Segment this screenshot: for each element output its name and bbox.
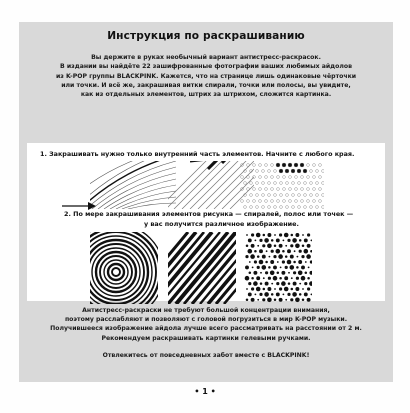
pattern-dot xyxy=(295,233,299,237)
pattern-dot xyxy=(310,206,313,209)
pattern-dot xyxy=(292,238,297,243)
outro-line: Получившееся изображение айдола лучше всего рассматривать на расстоянии от 2 м. xyxy=(50,325,362,333)
intro-line: Вы держите в руках необычный вариант антистресс-раскрасок. xyxy=(91,54,321,61)
pattern-dot xyxy=(286,206,289,209)
pattern-dot xyxy=(271,188,274,191)
pattern-dot xyxy=(288,163,292,167)
pattern-dot xyxy=(263,288,266,291)
outro-line: Антистресс-раскраски не требуют большой концентрации внимания, xyxy=(82,307,330,314)
pattern-dot xyxy=(256,287,261,292)
pattern-dot xyxy=(252,267,254,269)
pattern-dot xyxy=(279,287,282,290)
pattern-dot xyxy=(273,265,277,269)
pattern-dot xyxy=(271,200,274,203)
pattern-dot xyxy=(307,176,310,179)
pattern-dot xyxy=(299,250,302,253)
pattern-dot xyxy=(290,244,293,247)
pattern-dot xyxy=(316,170,319,173)
pattern-dot xyxy=(303,169,307,173)
pattern-dot xyxy=(259,293,262,296)
pattern-dot xyxy=(283,240,285,242)
pattern-dot xyxy=(259,188,262,191)
pattern-dot xyxy=(241,200,244,203)
intro-line: или точки. И всё же, закрашивая витки спирали, точки или полосы, вы увидите, xyxy=(61,81,351,89)
pattern-dot xyxy=(265,164,268,167)
pattern-dot xyxy=(277,176,280,179)
pattern-dot xyxy=(304,238,308,242)
pattern-dot xyxy=(310,260,312,263)
pattern-dot xyxy=(268,277,271,280)
pattern-dot xyxy=(280,206,283,209)
pattern-dot xyxy=(301,176,304,179)
pattern-dot xyxy=(294,163,298,167)
intro-line: как из отдельных элементов, штрих за штрихом, сложится картинка. xyxy=(80,91,332,99)
pattern-dot xyxy=(283,200,286,203)
pattern-dot xyxy=(262,182,265,185)
pattern-dot xyxy=(322,182,324,185)
pattern-dot xyxy=(244,206,247,209)
pattern-dot xyxy=(263,234,266,237)
pattern-dot xyxy=(257,299,259,301)
pattern-dot xyxy=(285,299,287,301)
pattern-dot xyxy=(288,282,291,285)
pattern-dot xyxy=(298,260,302,264)
pattern-dot xyxy=(274,194,277,197)
pattern-dot xyxy=(267,244,272,249)
pattern-dot xyxy=(265,188,268,191)
pattern-dot xyxy=(249,272,252,275)
step-2-text-line-2: у вас получится различное изображение. xyxy=(144,220,299,228)
pattern-dot xyxy=(251,287,254,290)
pattern-dot xyxy=(309,281,312,286)
pattern-dot xyxy=(306,254,311,259)
pattern-dot xyxy=(283,176,286,179)
pattern-dot xyxy=(298,182,301,185)
pattern-dot xyxy=(307,277,310,280)
pattern-dot xyxy=(245,265,249,269)
pattern-dot xyxy=(271,283,273,285)
pattern-dot xyxy=(256,182,259,185)
title-bar xyxy=(19,22,393,50)
pattern-dot xyxy=(297,256,299,258)
pattern-dot xyxy=(246,288,248,290)
pattern-dot xyxy=(289,176,292,179)
pattern-dot xyxy=(262,255,266,259)
pattern-dot xyxy=(264,292,269,297)
pattern-dot xyxy=(256,194,259,197)
pattern-dot xyxy=(254,250,257,253)
spiral-ring xyxy=(96,252,136,292)
pattern-dot xyxy=(276,282,279,285)
pattern-dot xyxy=(299,283,301,285)
pattern-dot xyxy=(251,244,255,248)
pattern-dot xyxy=(298,271,303,276)
pattern-dot xyxy=(249,261,251,263)
pattern-dot xyxy=(263,277,265,279)
pattern-dot xyxy=(307,200,310,203)
pattern-dot xyxy=(253,164,256,167)
pattern-dot xyxy=(304,292,308,296)
pattern-dot xyxy=(298,194,301,197)
pattern-dot xyxy=(270,271,275,276)
pattern-dot xyxy=(274,206,277,209)
pattern-dot xyxy=(267,287,271,291)
pattern-dot xyxy=(292,206,295,209)
pattern-dot xyxy=(295,200,298,203)
pattern-dot xyxy=(256,233,261,238)
pattern-dot xyxy=(246,234,248,236)
pattern-dot xyxy=(267,298,272,303)
pattern-dot xyxy=(265,176,268,179)
pattern-dot xyxy=(259,260,264,265)
pattern-dot xyxy=(292,292,297,297)
pattern-dot xyxy=(298,206,301,209)
pattern-dot xyxy=(262,244,265,247)
pattern-dot xyxy=(274,245,277,248)
pattern-dot xyxy=(281,281,286,286)
pattern-dot xyxy=(302,234,304,236)
pattern-dot xyxy=(285,169,289,173)
pattern-dot xyxy=(282,260,285,263)
pattern-dot xyxy=(278,254,283,259)
pattern-dot xyxy=(310,170,313,173)
pattern-dot xyxy=(279,277,282,280)
pattern-dot xyxy=(281,271,285,275)
pattern-dot xyxy=(316,206,319,209)
pattern-dot xyxy=(265,271,268,274)
pattern-dot xyxy=(255,294,257,296)
pattern-dot xyxy=(289,188,292,191)
pattern-dot xyxy=(265,200,268,203)
pattern-dot xyxy=(293,271,296,274)
pattern-dot xyxy=(292,194,295,197)
pattern-dot xyxy=(254,260,257,263)
pattern-dot xyxy=(259,249,263,253)
outro-line: поэтому расслабляют и позволяют с головой погрузиться в мир K-POP музыки. xyxy=(64,316,348,324)
pattern-dot xyxy=(295,188,298,191)
pattern-dot xyxy=(262,265,267,270)
pattern-dot xyxy=(248,249,253,254)
pattern-dot xyxy=(285,255,288,258)
pattern-dot xyxy=(245,276,250,281)
pattern-dot xyxy=(266,250,268,252)
pattern-dot xyxy=(274,288,276,290)
pattern-dot xyxy=(251,298,255,302)
pattern-dot xyxy=(245,255,248,258)
pattern-dot xyxy=(276,163,280,167)
pattern-dot xyxy=(290,265,295,270)
pattern-dot xyxy=(279,233,282,236)
pattern-dot xyxy=(241,188,244,191)
pattern-dot xyxy=(268,206,271,209)
pattern-dot xyxy=(250,254,255,259)
pattern-dot xyxy=(256,206,259,209)
pattern-dot xyxy=(299,293,302,296)
pattern-dot xyxy=(262,170,265,173)
pattern-dot xyxy=(301,255,304,258)
pattern-dot xyxy=(251,277,254,280)
pattern-dot xyxy=(322,170,324,173)
pattern-dot xyxy=(284,233,289,238)
pattern-dot xyxy=(274,234,276,236)
pattern-dot xyxy=(250,182,253,185)
pattern-dot xyxy=(248,238,252,242)
pattern-dot xyxy=(246,299,249,302)
pattern-dot xyxy=(302,245,305,248)
pattern-dot xyxy=(276,238,280,242)
pattern-dot xyxy=(265,261,268,264)
pattern-dot xyxy=(253,176,256,179)
intro-line: В издании вы найдёте 22 зашифрованные фотографии ваших любимых айдолов xyxy=(60,63,352,71)
pattern-dot xyxy=(300,163,304,167)
pattern-dot xyxy=(319,176,322,179)
pattern-dot xyxy=(273,276,278,281)
dot-sample-small xyxy=(238,161,324,209)
pattern-dot xyxy=(310,182,313,185)
pattern-dot xyxy=(285,266,288,269)
pattern-dot xyxy=(257,245,259,247)
pattern-dot xyxy=(277,188,280,191)
pattern-dot xyxy=(316,182,319,185)
pattern-dot xyxy=(259,239,262,242)
pattern-dot xyxy=(287,249,291,253)
pattern-dot xyxy=(293,261,296,264)
pattern-dot xyxy=(251,233,254,236)
pattern-dot xyxy=(246,245,249,248)
pattern-dot xyxy=(277,200,280,203)
pattern-dot xyxy=(271,293,274,296)
pattern-dot xyxy=(279,298,283,302)
pattern-dot xyxy=(307,298,311,302)
pattern-dot xyxy=(291,277,293,279)
outro-line: Рекомендуем раскрашивать картинки гелевыми ручками. xyxy=(101,334,311,342)
pattern-dot xyxy=(241,164,244,167)
pattern-dot xyxy=(319,188,322,191)
pattern-dot xyxy=(271,164,274,167)
pattern-dot xyxy=(290,255,294,259)
pattern-dot xyxy=(305,272,308,275)
pattern-dot xyxy=(295,287,299,291)
pattern-dot xyxy=(301,276,306,281)
spiral-sample-large xyxy=(90,232,158,304)
pattern-dot xyxy=(247,188,250,191)
pattern-dot xyxy=(268,266,271,269)
pattern-dot xyxy=(311,294,313,296)
pattern-dot xyxy=(299,239,302,242)
pattern-dot xyxy=(284,276,288,280)
pattern-dot xyxy=(262,298,265,301)
pattern-dot xyxy=(288,272,290,274)
pattern-dot xyxy=(304,194,307,197)
pattern-dot xyxy=(279,169,283,173)
pattern-dot xyxy=(248,292,252,296)
pattern-dot xyxy=(307,164,310,167)
pattern-dot xyxy=(313,164,316,167)
pattern-dot xyxy=(253,281,258,286)
pattern-dot xyxy=(284,287,289,292)
pattern-dot xyxy=(274,170,277,173)
pattern-dot xyxy=(256,170,259,173)
spiral-sample-small xyxy=(90,161,176,209)
pattern-dot xyxy=(255,240,257,242)
pattern-dot xyxy=(259,176,262,179)
pattern-dot xyxy=(250,170,253,173)
pattern-dot xyxy=(276,292,280,296)
pattern-dot xyxy=(295,244,300,249)
pattern-dot xyxy=(304,282,307,285)
pattern-dot xyxy=(291,234,294,237)
pattern-dot xyxy=(322,206,324,209)
pattern-dot xyxy=(291,169,295,173)
pattern-dot xyxy=(257,255,260,258)
intro-line: из K-POP группы BLACKPINK. Кажется, что на странице лишь одинаковые чёрточки xyxy=(55,72,357,80)
pattern-dot xyxy=(283,294,285,296)
pattern-dot xyxy=(248,282,251,285)
pattern-dot xyxy=(247,164,250,167)
pattern-dot xyxy=(262,206,265,209)
pattern-dot xyxy=(259,200,262,203)
pattern-dot xyxy=(267,233,271,237)
pattern-dot xyxy=(301,200,304,203)
stripe-sample-large xyxy=(168,232,236,304)
pattern-dot xyxy=(296,266,299,269)
pattern-dot xyxy=(286,182,289,185)
pattern-dot xyxy=(253,271,257,275)
pattern-dot xyxy=(310,194,313,197)
pattern-dot xyxy=(304,249,309,254)
pattern-dot xyxy=(316,194,319,197)
pattern-dot xyxy=(268,170,271,173)
pattern-dot xyxy=(256,276,260,280)
pattern-dot xyxy=(277,272,280,275)
pattern-dot xyxy=(274,299,277,302)
pattern-dot xyxy=(291,288,294,291)
pattern-dot xyxy=(295,298,300,303)
pattern-dot xyxy=(290,298,293,301)
dot-sample-large xyxy=(244,232,312,304)
pattern-dot xyxy=(283,188,286,191)
pattern-dot xyxy=(244,194,247,197)
spiral-ring xyxy=(112,268,120,276)
pattern-dot xyxy=(287,293,290,296)
pattern-dot xyxy=(289,200,292,203)
pattern-dot xyxy=(259,164,262,167)
pattern-dot xyxy=(250,194,253,197)
spiral-ring xyxy=(100,256,132,288)
pattern-dot xyxy=(305,261,307,263)
pattern-dot xyxy=(280,267,282,269)
step-2-text-line-1: 2. По мере закрашивания элементов рисунка — спиралей, полос или точек — xyxy=(64,210,354,218)
pattern-dot xyxy=(277,261,279,263)
pattern-dot xyxy=(296,277,299,280)
pattern-dot xyxy=(285,245,287,247)
pattern-dot xyxy=(270,260,274,264)
pattern-dot xyxy=(262,194,265,197)
pattern-dot xyxy=(257,266,260,269)
pattern-dot xyxy=(276,249,281,254)
pattern-dot xyxy=(322,194,324,197)
pattern-dot xyxy=(280,182,283,185)
pattern-dot xyxy=(292,182,295,185)
pattern-dot xyxy=(286,194,289,197)
signoff-line: Отвлекитесь от повседневных забот вместе с BLACKPINK! xyxy=(102,351,310,359)
pattern-dot xyxy=(260,272,262,274)
page-title: Инструкция по раскрашиванию xyxy=(107,30,305,42)
pattern-dot xyxy=(265,282,269,286)
pattern-dot xyxy=(247,176,250,179)
pattern-dot xyxy=(307,244,311,248)
pattern-dot xyxy=(282,250,285,253)
pattern-dot xyxy=(313,200,316,203)
pattern-dot xyxy=(293,282,297,286)
pattern-dot xyxy=(273,255,276,258)
pattern-dot xyxy=(301,188,304,191)
pattern-dot xyxy=(287,239,290,242)
pattern-dot xyxy=(302,299,305,302)
pattern-dot xyxy=(244,182,247,185)
pattern-dot xyxy=(279,244,283,248)
pattern-dot xyxy=(310,250,312,253)
page-number: • 1 • xyxy=(194,387,216,396)
pattern-dot xyxy=(319,164,322,167)
spiral-ring xyxy=(108,264,124,280)
pattern-dot xyxy=(313,188,316,191)
pattern-dot xyxy=(280,194,283,197)
pattern-dot xyxy=(241,176,244,179)
pattern-dot xyxy=(244,170,247,173)
pattern-dot xyxy=(297,169,301,173)
pattern-dot xyxy=(282,163,286,167)
pattern-dot xyxy=(302,288,304,290)
pattern-dot xyxy=(271,239,274,242)
pattern-dot xyxy=(307,287,310,290)
pattern-dot xyxy=(295,176,298,179)
pattern-dot xyxy=(301,265,305,269)
pattern-dot xyxy=(287,260,292,265)
pattern-dot xyxy=(304,206,307,209)
pattern-dot xyxy=(307,233,310,236)
step-1-text: 1. Закрашивать нужно только внутренний часть элементов. Начните с любого края. xyxy=(40,150,355,158)
pattern-dot xyxy=(304,182,307,185)
pattern-dot xyxy=(311,240,313,242)
pattern-dot xyxy=(309,271,312,275)
pattern-dot xyxy=(268,182,271,185)
pattern-dot xyxy=(307,188,310,191)
pattern-dot xyxy=(260,282,263,285)
pattern-dot xyxy=(268,194,271,197)
pattern-dot xyxy=(313,176,316,179)
pattern-dot xyxy=(274,182,277,185)
pattern-dot xyxy=(250,206,253,209)
pattern-dot xyxy=(269,256,271,258)
pattern-dot xyxy=(271,250,274,253)
outro-text xyxy=(24,306,388,360)
pattern-dot xyxy=(294,250,296,252)
pattern-dot xyxy=(319,200,322,203)
pattern-dot xyxy=(264,238,269,243)
pattern-dot xyxy=(247,200,250,203)
intro-text xyxy=(24,53,388,135)
pattern-dot xyxy=(308,267,310,269)
pattern-dot xyxy=(253,200,256,203)
pattern-dot xyxy=(253,188,256,191)
pattern-dot xyxy=(271,176,274,179)
